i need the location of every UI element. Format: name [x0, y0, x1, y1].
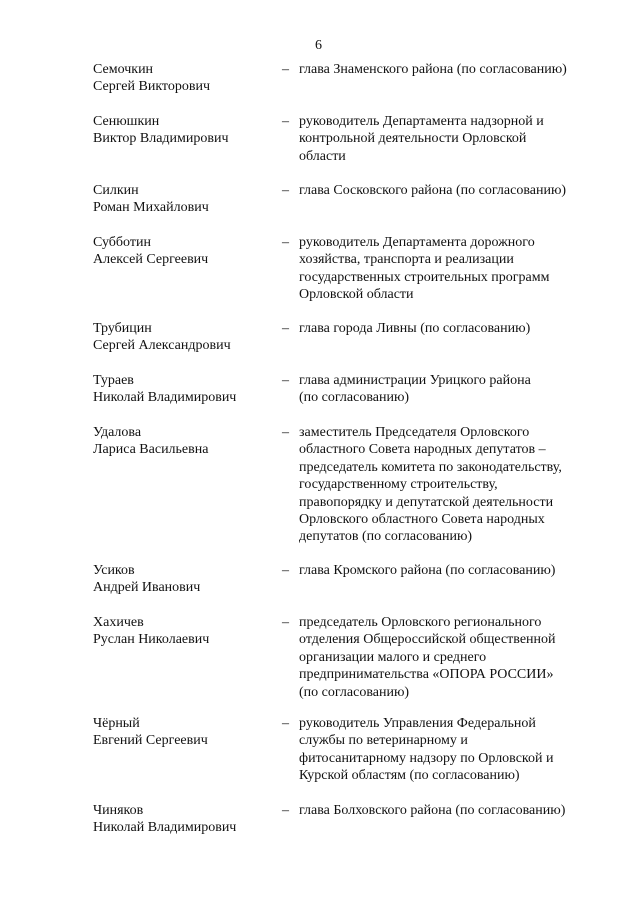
member-surname: Силкин	[93, 183, 139, 198]
member-surname: Трубицин	[93, 321, 152, 336]
separator-dash: –	[282, 62, 289, 77]
member-surname: Сенюшкин	[93, 114, 160, 129]
position-line: глава Сосковского района (по согласованию)	[299, 183, 567, 198]
separator-dash: –	[282, 183, 289, 198]
member-surname: Хахичев	[93, 615, 144, 630]
member-name	[93, 61, 273, 96]
position-line: Курской областям (по согласованию)	[299, 768, 520, 784]
position-line: службы по ветеринарному и	[299, 733, 468, 749]
member-surname: Чёрный	[93, 716, 140, 731]
member-name	[93, 234, 273, 269]
member-name	[93, 424, 273, 459]
member-given-names: Роман Михайлович	[93, 200, 209, 216]
member-position	[299, 113, 599, 165]
member-given-names: Андрей Иванович	[93, 580, 201, 596]
separator-dash: –	[282, 321, 289, 336]
member-name	[93, 113, 273, 148]
position-line: глава администрации Урицкого района	[299, 373, 531, 388]
position-line: хозяйства, транспорта и реализации	[299, 252, 514, 268]
position-line: областного Совета народных депутатов –	[299, 442, 546, 458]
member-position	[299, 234, 599, 304]
member-surname: Тураев	[93, 373, 134, 388]
member-given-names: Виктор Владимирович	[93, 131, 229, 147]
member-position	[299, 182, 599, 199]
position-line: Орловского областного Совета народных	[299, 512, 545, 528]
member-surname: Усиков	[93, 563, 135, 578]
position-line: отделения Общероссийской общественной	[299, 632, 556, 648]
position-line: руководитель Департамента дорожного	[299, 235, 535, 250]
member-name	[93, 372, 273, 407]
member-position	[299, 424, 599, 546]
separator-dash: –	[282, 235, 289, 250]
member-name	[93, 182, 273, 217]
member-surname: Субботин	[93, 235, 151, 250]
member-given-names: Николай Владимирович	[93, 820, 237, 836]
position-line: правопорядку и депутатской деятельности	[299, 494, 554, 510]
member-position	[299, 372, 599, 407]
member-given-names: Николай Владимирович	[93, 390, 237, 406]
member-given-names: Евгений Сергеевич	[93, 733, 208, 749]
member-name	[93, 562, 273, 597]
member-position	[299, 715, 599, 785]
position-line: фитосанитарному надзору по Орловской и	[299, 750, 554, 766]
page-number: 6	[315, 38, 322, 53]
member-name	[93, 802, 273, 837]
member-surname: Чиняков	[93, 803, 144, 818]
position-line: глава Болховского района (по согласованию)	[299, 803, 566, 818]
member-given-names: Сергей Викторович	[93, 79, 211, 95]
member-position	[299, 320, 599, 337]
member-position	[299, 802, 599, 819]
position-line: глава Кромского района (по согласованию)	[299, 563, 556, 578]
separator-dash: –	[282, 716, 289, 731]
member-name	[93, 320, 273, 355]
position-line: глава Знаменского района (по согласованию)	[299, 62, 567, 77]
position-line: (по согласованию)	[299, 390, 410, 406]
position-line: (по согласованию)	[299, 684, 410, 700]
member-given-names: Сергей Александрович	[93, 338, 231, 354]
member-name	[93, 614, 273, 649]
separator-dash: –	[282, 425, 289, 440]
separator-dash: –	[282, 803, 289, 818]
position-line: контрольной деятельности Орловской	[299, 131, 527, 147]
position-line: государственному строительству,	[299, 477, 498, 493]
member-position	[299, 61, 599, 78]
member-name	[93, 715, 273, 750]
separator-dash: –	[282, 563, 289, 578]
position-line: предпринимательства «ОПОРА РОССИИ»	[299, 667, 554, 683]
position-line: государственных строительных программ	[299, 269, 550, 285]
member-position	[299, 614, 599, 701]
position-line: председатель Орловского регионального	[299, 615, 542, 630]
position-line: председатель комитета по законодательству,	[299, 459, 562, 475]
position-line: заместитель Председателя Орловского	[299, 425, 530, 440]
member-surname: Удалова	[93, 425, 142, 440]
member-given-names: Руслан Николаевич	[93, 632, 210, 648]
position-line: руководитель Управления Федеральной	[299, 716, 536, 731]
position-line: глава города Ливны (по согласованию)	[299, 321, 531, 336]
position-line: депутатов (по согласованию)	[299, 529, 473, 545]
position-line: Орловской области	[299, 287, 414, 303]
separator-dash: –	[282, 615, 289, 630]
position-line: руководитель Департамента надзорной и	[299, 114, 544, 129]
separator-dash: –	[282, 114, 289, 129]
member-given-names: Лариса Васильевна	[93, 442, 209, 458]
member-surname: Семочкин	[93, 62, 154, 77]
member-given-names: Алексей Сергеевич	[93, 252, 209, 268]
position-line: организации малого и среднего	[299, 649, 487, 665]
member-position	[299, 562, 599, 579]
position-line: области	[299, 148, 346, 164]
separator-dash: –	[282, 373, 289, 388]
